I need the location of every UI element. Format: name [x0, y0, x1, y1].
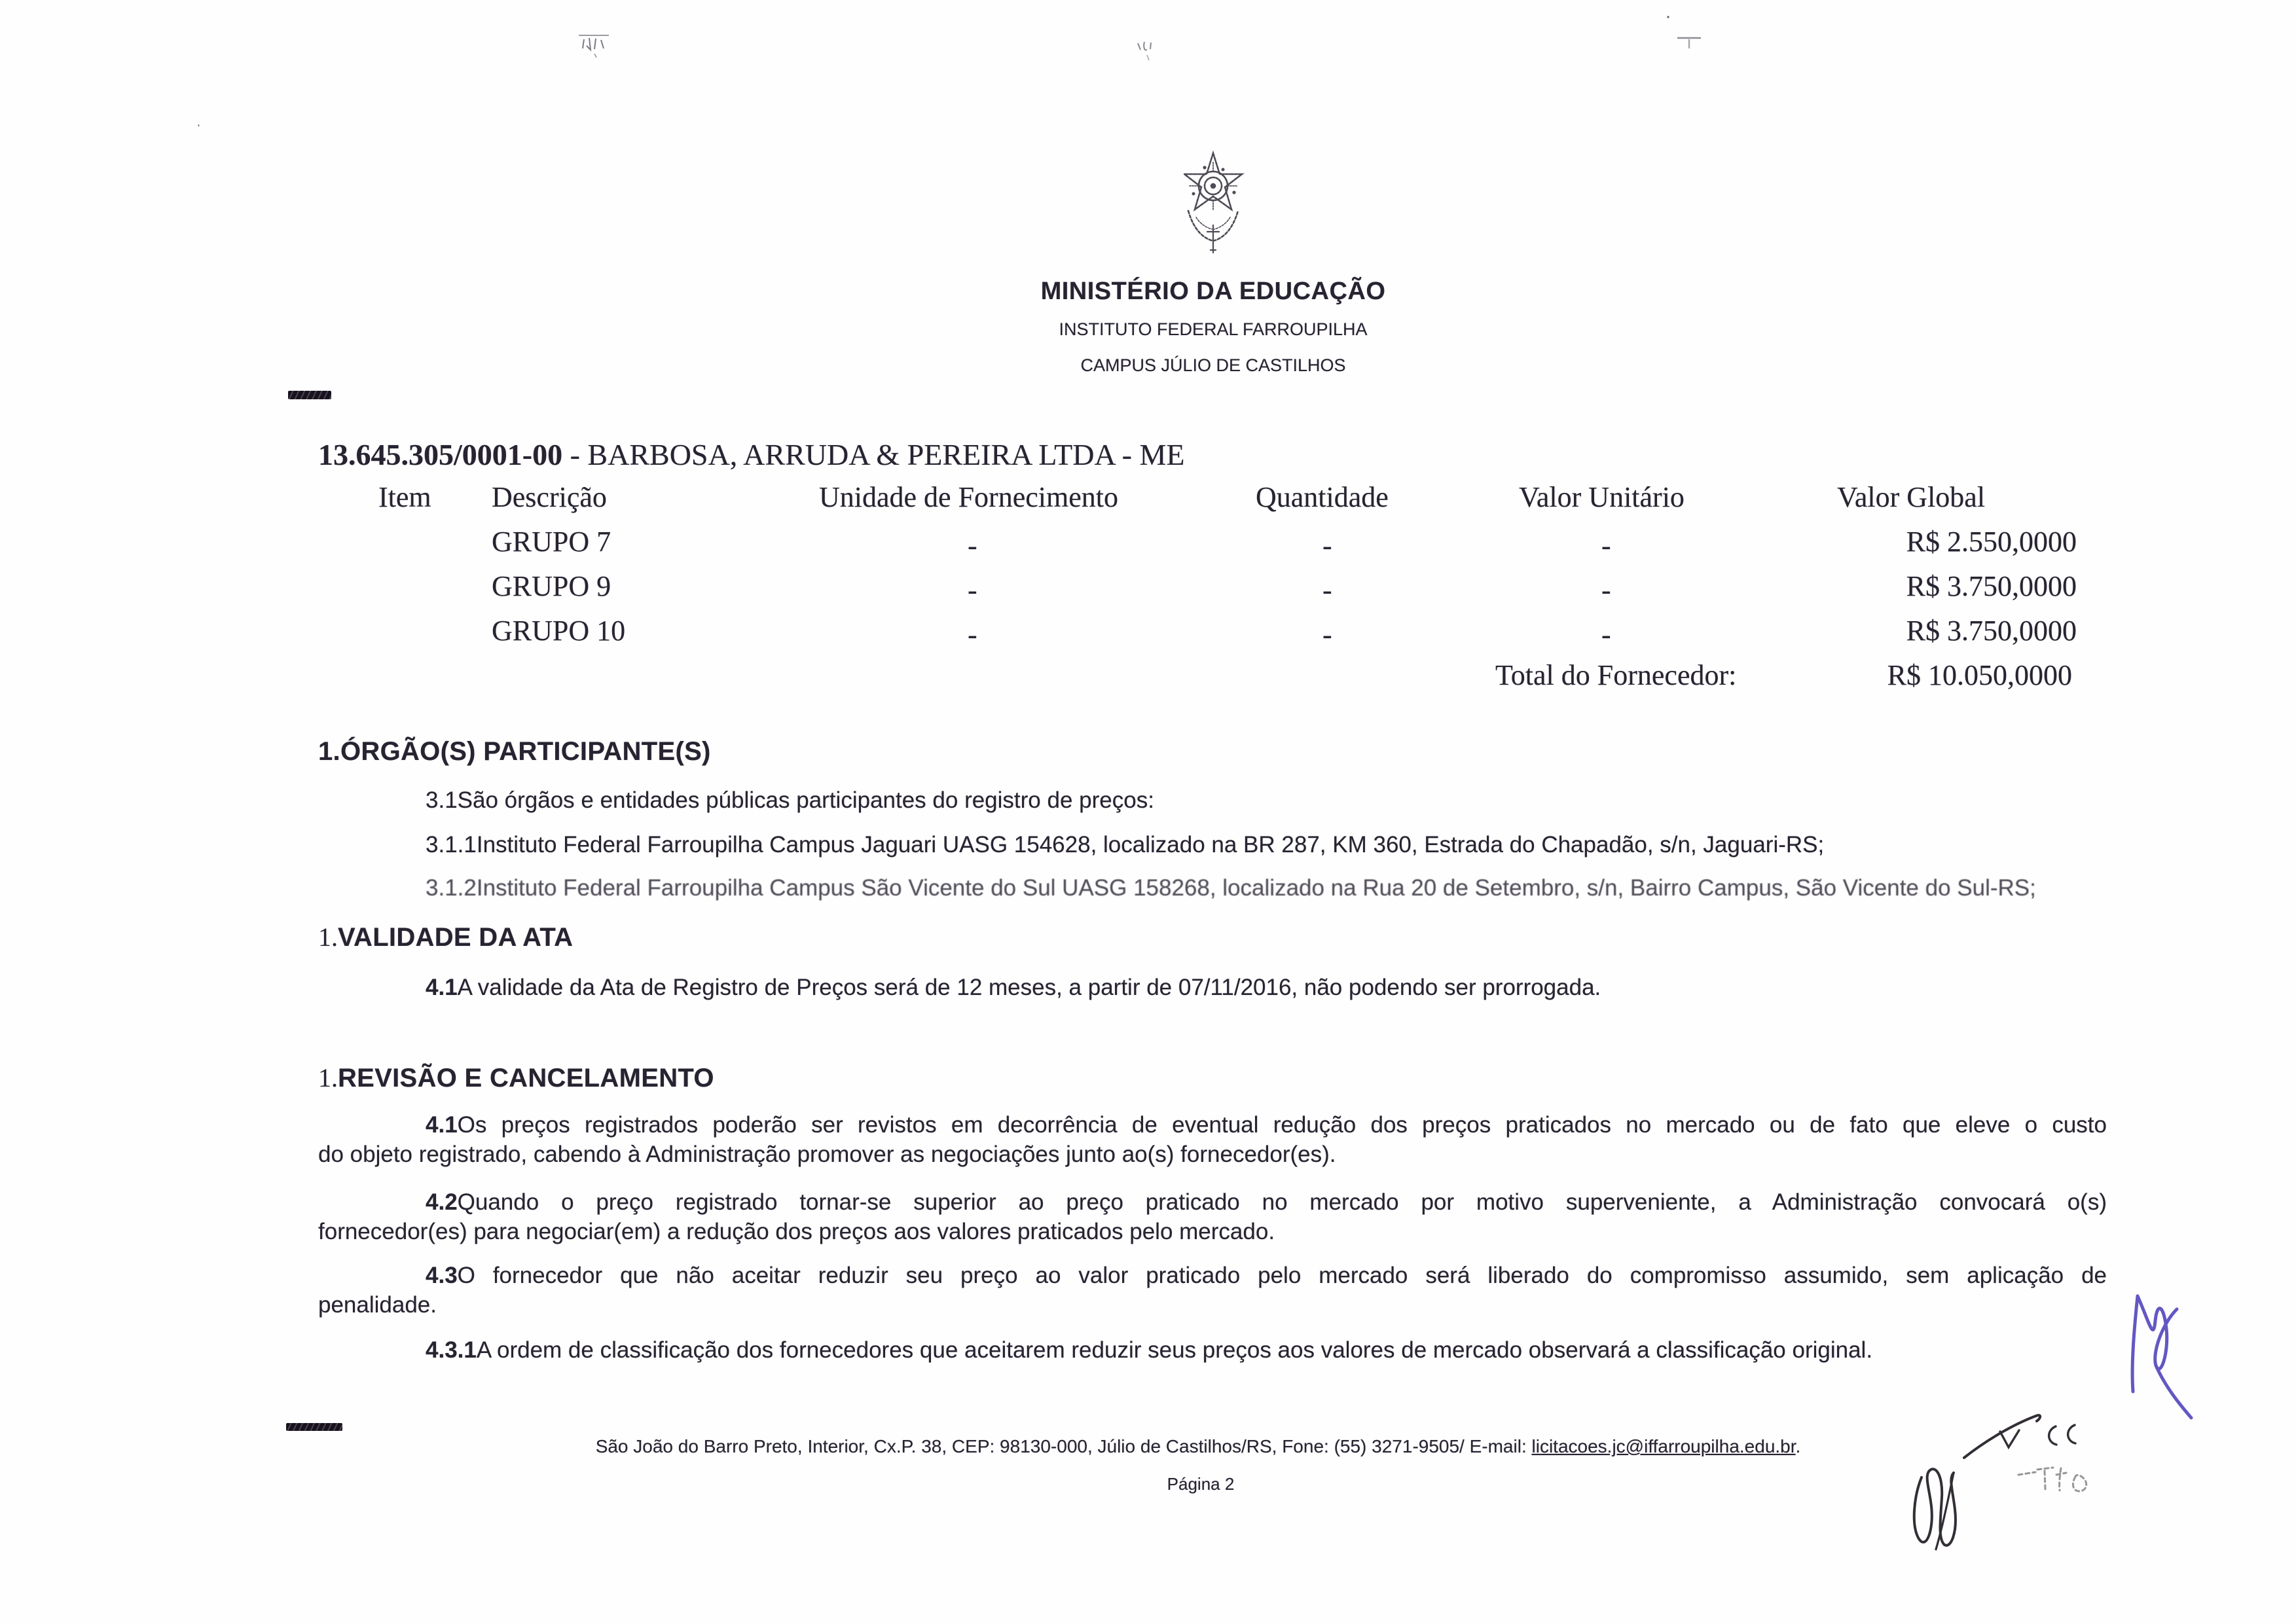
footer-email-link[interactable]: licitacoes.jc@iffarroupilha.edu.br: [1531, 1436, 1796, 1456]
col-header-unidade: Unidade de Fornecimento: [819, 481, 1118, 513]
scan-smudge-1: [575, 29, 614, 60]
supplier-cnpj: 13.645.305/0001-00: [318, 438, 563, 471]
scan-speck: ᾿: [196, 123, 201, 137]
scan-smudge-2: [1134, 37, 1165, 63]
institute-subtitle: INSTITUTO FEDERAL FARROUPILHA: [1059, 319, 1368, 339]
row-unidade-dash: -: [968, 530, 977, 562]
col-header-valor-global: Valor Global: [1837, 481, 1986, 513]
col-header-valor-unitario: Valor Unitário: [1519, 481, 1685, 513]
section-title-orgaos: [318, 737, 711, 767]
col-header-item: Item: [378, 481, 431, 513]
footer-address-period: .: [1795, 1436, 1801, 1456]
clause-3-1-1: 3.1.1Instituto Federal Farroupilha Campus Jaguari UASG 154628, localizado na BR 287, KM 360, Estrada do Chapadão, s/n, Jaguari-RS;: [426, 832, 1825, 857]
clause-4-1-validade: 4.1A validade da Ata de Registro de Preços será de 12 meses, a partir de 07/11/2016, não podendo ser prorrogada.: [426, 975, 1601, 1000]
row-unidade-dash: -: [968, 619, 977, 651]
row-quantidade-dash: -: [1322, 530, 1332, 562]
section-number: 1.: [318, 922, 338, 952]
section-title-text: ÓRGÃO(S) PARTICIPANTE(S): [340, 737, 711, 766]
clause-4-1-revisao: 4.1Os preços registrados poderão ser revistos em decorrência de eventual redução dos preços praticados no mercado ou de fato que eleve o custo do objeto registrado, cabendo à Administração promover as negociações junto ao(s) fornecedor(es).: [318, 1112, 2107, 1167]
brazil-coat-of-arms-icon: [1174, 148, 1252, 258]
row-quantidade-dash: -: [1322, 619, 1332, 651]
row-valor-global: R$ 2.550,0000: [1906, 526, 2077, 558]
footer-address: [100, 1436, 2296, 1457]
row-descricao: GRUPO 7: [492, 526, 611, 558]
signature-purple-pen: [2118, 1282, 2203, 1426]
row-quantidade-dash: -: [1322, 574, 1332, 606]
section-title-revisao: [318, 1062, 714, 1093]
scan-smudge-3: [1663, 13, 1709, 52]
row-valor-unitario-dash: -: [1601, 530, 1611, 562]
row-descricao: GRUPO 9: [492, 570, 611, 602]
total-label: Total do Fornecedor:: [1495, 659, 1737, 691]
clause-4-2: 4.2Quando o preço registrado tornar-se superior ao preço praticado no mercado por motivo superveniente, a Administração convocará o(s) fornecedor(es) para negociar(em) a redução dos preços aos valores praticados pelo mercado.: [318, 1189, 2107, 1244]
footer-address-text: São João do Barro Preto, Interior, Cx.P. 38, CEP: 98130-000, Júlio de Castilhos/RS, Fone: (55) 3271-9505/ E-mail:: [595, 1436, 1532, 1456]
supplier-name: - BARBOSA, ARRUDA & PEREIRA LTDA - ME: [562, 438, 1185, 471]
total-value: R$ 10.050,0000: [1887, 659, 2072, 691]
row-valor-global: R$ 3.750,0000: [1906, 615, 2077, 647]
col-header-quantidade: Quantidade: [1256, 481, 1389, 513]
row-unidade-dash: -: [968, 574, 977, 606]
left-margin-dash-2: [286, 1423, 342, 1431]
section-number: 1.: [318, 737, 340, 766]
section-title-text: VALIDADE DA ATA: [338, 923, 574, 952]
section-number: 1.: [318, 1063, 338, 1092]
campus-subtitle: CAMPUS JÚLIO DE CASTILHOS: [1080, 355, 1346, 375]
row-valor-unitario-dash: -: [1601, 574, 1611, 606]
row-descricao: GRUPO 10: [492, 615, 626, 647]
clause-4-3: 4.3O fornecedor que não aceitar reduzir seu preço ao valor praticado pelo mercado será liberado do compromisso assumido, sem aplicação de penalidade.: [318, 1263, 2107, 1318]
clause-4-3-1: 4.3.1A ordem de classificação dos fornecedores que aceitarem reduzir seus preços aos valores de mercado observará a classificação original.: [426, 1337, 1873, 1363]
row-valor-unitario-dash: -: [1601, 619, 1611, 651]
page-number: Página 2: [1167, 1474, 1235, 1494]
clause-3-1: 3.1São órgãos e entidades públicas participantes do registro de preços:: [426, 787, 1154, 813]
section-title-validade: [318, 922, 573, 952]
col-header-descricao: Descrição: [492, 481, 607, 513]
row-valor-global: R$ 3.750,0000: [1906, 570, 2077, 602]
clause-3-1-2: 3.1.2Instituto Federal Farroupilha Campus São Vicente do Sul UASG 158268, localizado na Rua 20 de Setembro, s/n, Bairro Campus, São Vicente do Sul-RS;: [426, 875, 2036, 901]
ministry-title: MINISTÉRIO DA EDUCAÇÃO: [1040, 278, 1386, 305]
section-title-text: REVISÃO E CANCELAMENTO: [338, 1064, 714, 1092]
left-margin-dash-1: [288, 391, 331, 399]
supplier-line: [318, 437, 1185, 472]
